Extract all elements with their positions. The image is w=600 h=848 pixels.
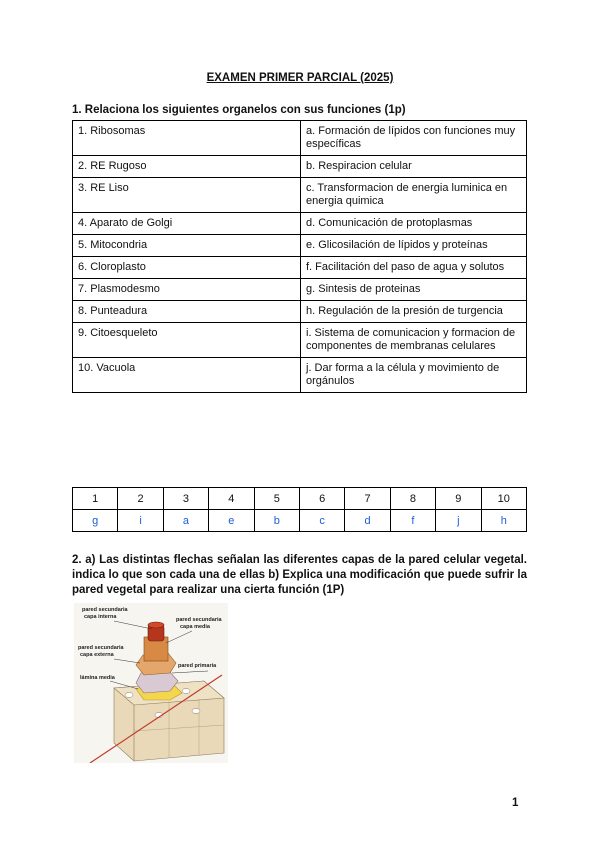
function-cell: b. Respiracion celular: [301, 156, 527, 178]
answer-letter: g: [73, 510, 118, 532]
organelle-cell: 2. RE Rugoso: [73, 156, 301, 178]
answer-letter: b: [254, 510, 299, 532]
exam-title: EXAMEN PRIMER PARCIAL (2025): [206, 72, 394, 84]
function-cell: j. Dar forma a la célula y movimiento de orgánulos: [301, 358, 527, 393]
answer-letter: e: [209, 510, 254, 532]
answer-letter: h: [481, 510, 526, 532]
table-row: [73, 213, 527, 235]
label-secondary-inner: pared secundaria: [82, 607, 128, 613]
label-middle-lamella: lámina media: [80, 675, 115, 681]
answer-number: 1: [73, 488, 118, 510]
label-secondary-outer: pared secundaria: [78, 645, 124, 651]
answer-number: 7: [345, 488, 390, 510]
function-cell: h. Regulación de la presión de turgencia: [301, 301, 527, 323]
organelle-cell: 4. Aparato de Golgi: [73, 213, 301, 235]
function-cell: d. Comunicación de protoplasmas: [301, 213, 527, 235]
label-secondary-middle-2: capa media: [180, 624, 210, 630]
answer-letter: f: [390, 510, 435, 532]
organelle-cell: 6. Cloroplasto: [73, 257, 301, 279]
table-row: [73, 301, 527, 323]
answer-number: 3: [163, 488, 208, 510]
matching-table: [72, 120, 527, 393]
answer-letter: c: [299, 510, 344, 532]
function-cell: i. Sistema de comunicacion y formacion de componentes de membranas celulares: [301, 323, 527, 358]
table-row: [73, 235, 527, 257]
cell-wall-diagram: [74, 603, 228, 763]
organelle-cell: 7. Plasmodesmo: [73, 279, 301, 301]
question-1-prompt: 1. Relaciona los siguientes organelos con sus funciones (1p): [72, 104, 406, 116]
answer-letters-row: [73, 510, 527, 532]
answer-numbers-row: [73, 488, 527, 510]
organelle-cell: 5. Mitocondria: [73, 235, 301, 257]
table-row: [73, 121, 527, 156]
table-row: [73, 257, 527, 279]
question-2-prompt: 2. a) Las distintas flechas señalan las diferentes capas de la pared celular vegetal. indica lo que son cada una de ellas b) Explica una modificación que puede sufrir la pared vegetal para realizar una cierta función (1P): [72, 554, 527, 596]
organelle-cell: 10. Vacuola: [73, 358, 301, 393]
answer-number: 6: [299, 488, 344, 510]
table-row: [73, 156, 527, 178]
function-cell: f. Facilitación del paso de agua y solutos: [301, 257, 527, 279]
function-cell: g. Sintesis de proteinas: [301, 279, 527, 301]
organelle-cell: 1. Ribosomas: [73, 121, 301, 156]
answer-number: 9: [436, 488, 481, 510]
answer-number: 4: [209, 488, 254, 510]
organelle-cell: 9. Citoesqueleto: [73, 323, 301, 358]
table-row: [73, 279, 527, 301]
page-number: 1: [512, 797, 519, 809]
table-row: [73, 323, 527, 358]
table-row: [73, 178, 527, 213]
answer-grid: [72, 487, 527, 532]
organelle-cell: 3. RE Liso: [73, 178, 301, 213]
table-row: [73, 358, 527, 393]
label-secondary-inner-2: capa interna: [84, 614, 117, 620]
answer-letter: i: [118, 510, 163, 532]
answer-number: 8: [390, 488, 435, 510]
function-cell: e. Glicosilación de lípidos y proteínas: [301, 235, 527, 257]
answer-number: 2: [118, 488, 163, 510]
answer-letter: a: [163, 510, 208, 532]
answer-letter: j: [436, 510, 481, 532]
label-secondary-outer-2: capa externa: [80, 652, 114, 658]
function-cell: c. Transformacion de energia luminica en energia quimica: [301, 178, 527, 213]
function-cell: a. Formación de lípidos con funciones muy específicas: [301, 121, 527, 156]
label-secondary-middle: pared secundaria: [176, 617, 222, 623]
organelle-cell: 8. Punteadura: [73, 301, 301, 323]
label-primary: pared primaria: [178, 663, 217, 669]
answer-number: 5: [254, 488, 299, 510]
answer-number: 10: [481, 488, 526, 510]
answer-letter: d: [345, 510, 390, 532]
